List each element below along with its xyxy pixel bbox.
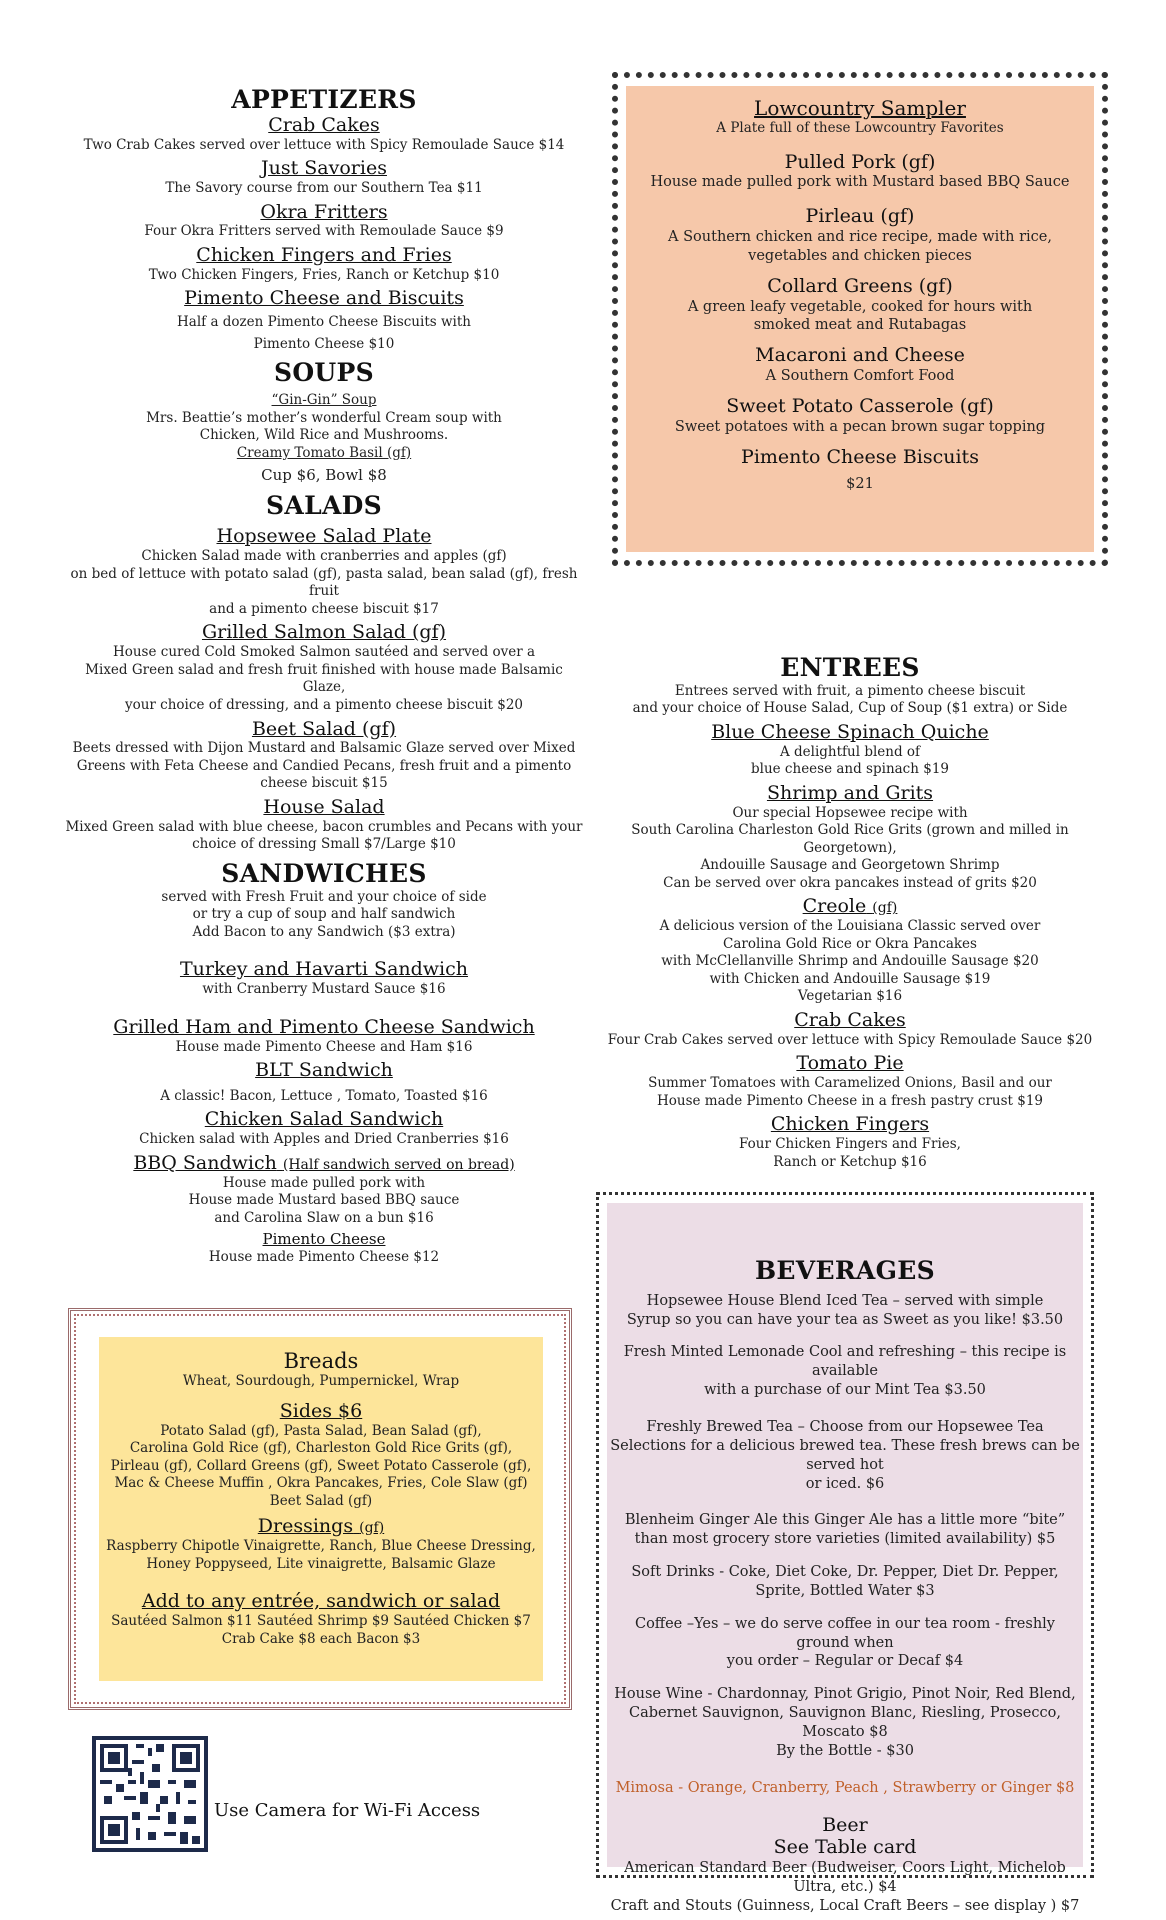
dressings-title: Dressings (gf) xyxy=(257,1515,385,1538)
menu-item-okra-fritters: Okra Fritters Four Okra Fritters served with Remoulade Sauce $9 xyxy=(144,200,504,240)
sandwiches-heading: SANDWICHES xyxy=(221,858,427,888)
beverage-item: Coffee –Yes – we do serve coffee in our tea room - freshly ground when xyxy=(634,1615,1056,1651)
menu-item-tomato-pie: Tomato Pie Summer Tomatoes with Caramelized Onions, Basil and our House made Pimento Cheese in a fresh pastry crust $19 xyxy=(648,1052,1052,1109)
beverages-heading: BEVERAGES xyxy=(755,1256,935,1285)
lowcountry-item: Pimento Cheese Biscuits xyxy=(741,445,979,468)
menu-item-turkey-havarti: Turkey and Havarti Sandwich with Cranberry Mustard Sauce $16 xyxy=(179,958,469,998)
lowcountry-item: Sweet Potato Casserole (gf) xyxy=(726,394,994,417)
sandwiches-intro: served with Fresh Fruit and your choice of side or try a cup of soup and half sandwich Add Bacon to any Sandwich ($3 extra) xyxy=(161,888,487,940)
left-column xyxy=(64,86,584,1266)
lowcountry-item: Collard Greens (gf) xyxy=(767,274,953,297)
menu-item-crab-cakes: Crab Cakes Two Crab Cakes served over lettuce with Spicy Remoulade Sauce $14 xyxy=(83,113,565,153)
menu-item-beet-salad: Beet Salad (gf) Beets dressed with Dijon Mustard and Balsamic Glaze served over Mixed Greens with Feta Cheese and Candied Pecans, fresh fruit and a pimento cheese biscuit $15 xyxy=(72,717,576,792)
lowcountry-item: Macaroni and Cheese xyxy=(755,344,965,367)
soups-heading: SOUPS xyxy=(274,358,374,388)
add-ons-title: Add to any entrée, sandwich or salad xyxy=(141,1590,501,1613)
menu-item-blt: BLT Sandwich A classic! Bacon, Lettuce , Tomato, Toasted $16 xyxy=(160,1059,488,1104)
beverage-item: House Wine - Chardonnay, Pinot Grigio, Pinot Noir, Red Blend, xyxy=(614,1686,1076,1703)
lowcountry-price: $21 xyxy=(846,475,874,492)
lowcountry-title: Lowcountry Sampler xyxy=(754,96,966,120)
beverage-item: Fresh Minted Lemonade Cool and refreshing – this recipe is available xyxy=(623,1344,1067,1380)
entrees-column: ENTREES Entrees served with fruit, a pimento cheese biscuit and your choice of House Salad, Cup of Soup ($1 extra) or Side Blue Cheese Spinach Quiche A delightful blend of blue cheese and spinach $19 Shrimp and Grits Our special Hopsewee recipe with South Carolina Charleston Gold Rice Grits (grown and milled in Georgetown), Andouille Sausage and Georgetown Shrimp Can be served over okra pancakes instead of grits $20 Creole (gf) A delicious version of the Louisiana Classic served over Carolina Gold Rice or Okra Pancakes with McClellanville Shrimp and Andouille Sausage $20 with Chicken and Andouille Sausage $19 Vegetarian $16 Crab Cakes Four Crab Cakes served over lettuce with Spicy Remoulade Sauce $20 Tomato Pie Summer Tomatoes with Caramelized Onions, Basil and our House made Pimento Cheese in a fresh pastry crust $19 Chicken Fingers Four Chicken Fingers and Fries, Ranch or Ketchup $16 xyxy=(590,654,1110,1171)
salads-heading: SALADS xyxy=(266,490,382,520)
entrees-heading: ENTREES xyxy=(780,653,920,682)
menu-item-grilled-salmon-salad: Grilled Salmon Salad (gf) House cured Cold Smoked Salmon sautéed and served over a Mixed Green salad and fresh fruit finished with house made Balsamic Glaze, your choice of dressing, and a pimento cheese biscuit $20 xyxy=(85,621,563,713)
menu-item-entree-chicken-fingers: Chicken Fingers Four Chicken Fingers and Fries, Ranch or Ketchup $16 xyxy=(739,1113,961,1170)
sides-title: Sides $6 xyxy=(279,1399,363,1422)
menu-item-hopsewee-salad: Hopsewee Salad Plate Chicken Salad made with cranberries and apples (gf) on bed of lettuce with potato salad (gf), pasta salad, bean salad (gf), fresh fruit and a pimento cheese biscuit $17 xyxy=(70,525,578,617)
beverage-item: Blenheim Ginger Ale this Ginger Ale has a little more “bite” xyxy=(624,1512,1066,1529)
mimosa-item: Mimosa - Orange, Cranberry, Peach , Strawberry or Ginger $8 xyxy=(615,1779,1075,1796)
menu-item-bbq-sandwich: BBQ Sandwich (Half sandwich served on bread) House made pulled pork with House made Mustard based BBQ sauce and Carolina Slaw on a bun $16 xyxy=(133,1151,515,1226)
beer-title: Beer xyxy=(822,1814,868,1837)
menu-item-entree-crab-cakes: Crab Cakes Four Crab Cakes served over lettuce with Spicy Remoulade Sauce $20 xyxy=(607,1008,1093,1048)
breads-title: Breads xyxy=(283,1349,359,1373)
lowcountry-item: Pirleau (gf) xyxy=(805,205,915,228)
menu-item-chicken-fingers-fries: Chicken Fingers and Fries Two Chicken Fingers, Fries, Ranch or Ketchup $10 xyxy=(148,243,500,283)
menu-item-pimento-biscuits: Pimento Cheese and Biscuits Half a dozen Pimento Cheese Biscuits with Pimento Cheese $10 xyxy=(177,287,471,352)
wifi-qr-code-icon[interactable] xyxy=(92,1736,208,1852)
beverages-box: BEVERAGES Hopsewee House Blend Iced Tea – served with simple Syrup so you can have your tea as Sweet as you like! $3.50 Fresh Minted Lemonade Cool and refreshing – this recipe is available with a purchase of our Mint Tea $3.50 Freshly Brewed Tea – Choose from our Hopsewee Tea Selections for a delicious brewed tea. These fresh brews can be served hot or iced. $6 Blenheim Ginger Ale this Ginger Ale has a little more “bite” than most grocery store varieties (limited availability) $5 Soft Drinks - Coke, Diet Coke, Dr. Pepper, Diet Dr. Pepper, Sprite, Bottled Water $3 Coffee –Yes – we do serve coffee in our tea room - freshly ground when you order – Regular or Decaf $4 House Wine - Chardonnay, Pinot Grigio, Pinot Noir, Red Blend, Cabernet Sauvignon, Sauvignon Blanc, Riesling, Prosecco, Moscato $8 By the Bottle - $30 Mimosa - Orange, Cranberry, Peach , Strawberry or Ginger $8 Beer See Table card American Standard Beer (Budweiser, Coors Light, Michelob Ultra, etc.) $4 Craft and Stouts (Guinness, Local Craft Beers – see display ) $7 xyxy=(596,1192,1094,1878)
beverage-item: Freshly Brewed Tea – Choose from our Hopsewee Tea xyxy=(646,1418,1044,1435)
menu-item-house-salad: House Salad Mixed Green salad with blue cheese, bacon crumbles and Pecans with your choice of dressing Small $7/Large $10 xyxy=(65,795,583,853)
menu-item-creole: Creole (gf) A delicious version of the Louisiana Classic served over Carolina Gold Rice or Okra Pancakes with McClellanville Shrimp and Andouille Sausage $20 with Chicken and Andouille Sausage $19 Vegetarian $16 xyxy=(659,895,1041,1005)
menu-item-shrimp-grits: Shrimp and Grits Our special Hopsewee recipe with South Carolina Charleston Gold Rice Grits (grown and milled in Georgetown), Andouille Sausage and Georgetown Shrimp Can be served over okra pancakes instead of grits $20 xyxy=(631,781,1069,891)
menu-item-just-savories: Just Savories The Savory course from our Southern Tea $11 xyxy=(165,157,483,196)
menu-item-chicken-salad-sandwich: Chicken Salad Sandwich Chicken salad with Apples and Dried Cranberries $16 xyxy=(139,1108,509,1148)
wifi-label: Use Camera for Wi-Fi Access xyxy=(214,1800,481,1821)
beverage-item: Soft Drinks - Coke, Diet Coke, Dr. Pepper, Diet Dr. Pepper, xyxy=(631,1564,1059,1581)
beverage-item: Hopsewee House Blend Iced Tea – served with simple xyxy=(646,1292,1044,1309)
lowcountry-sampler-box: Lowcountry Sampler A Plate full of these Lowcountry Favorites Pulled Pork (gf) House made pulled pork with Mustard based BBQ Sauce Pirleau (gf) A Southern chicken and rice recipe, made with rice, vegetables and chicken pieces Collard Greens (gf) A green leafy vegetable, cooked for hours with smoked meat and Rutabagas Macaroni and Cheese A Southern Comfort Food Sweet Potato Casserole (gf) Sweet potatoes with a pecan brown sugar topping Pimento Cheese Biscuits $21 xyxy=(612,72,1108,566)
appetizers-heading: APPETIZERS xyxy=(231,85,417,114)
breads-sides-box: Breads Wheat, Sourdough, Pumpernickel, Wrap Sides $6 Potato Salad (gf), Pasta Salad, Bean Salad (gf), Carolina Gold Rice (gf), Charleston Gold Rice Grits (gf), Pirleau (gf), Collard Greens (gf), Sweet Potato Casserole (gf), Mac & Cheese Muffin , Okra Pancakes, Fries, Cole Slaw (gf) Beet Salad (gf) Dressings (gf) Raspberry Chipotle Vinaigrette, Ranch, Blue Cheese Dressing, Honey Poppyseed, Lite vinaigrette, Balsamic Glaze Add to any entrée, sandwich or salad Sautéed Salmon $11 Sautéed Shrimp $9 Sautéed Chicken $7 Crab Cake $8 each Bacon $3 xyxy=(68,1308,572,1710)
menu-item-grilled-ham-pimento: Grilled Ham and Pimento Cheese Sandwich House made Pimento Cheese and Ham $16 xyxy=(113,1015,535,1055)
lowcountry-item: Pulled Pork (gf) xyxy=(784,150,936,173)
menu-item-gin-gin-soup: “Gin-Gin” Soup Mrs. Beattie’s mother’s wonderful Cream soup with Chicken, Wild Rice and Mushrooms. Creamy Tomato Basil (gf) Cup $6, Bowl $8 xyxy=(146,392,502,485)
menu-item-quiche: Blue Cheese Spinach Quiche A delightful blend of blue cheese and spinach $19 xyxy=(711,720,989,778)
menu-item-pimento-cheese-sandwich: Pimento Cheese House made Pimento Cheese $12 xyxy=(208,1230,440,1265)
